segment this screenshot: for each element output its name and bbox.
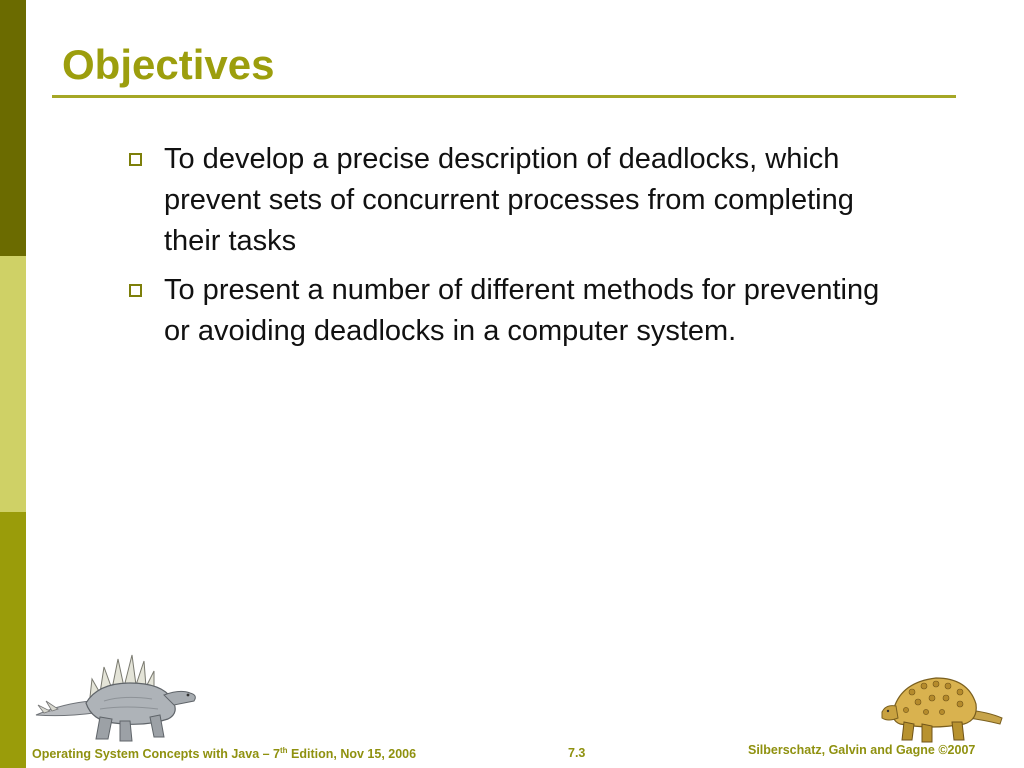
sidebar-band-dark [0,0,26,256]
title-underline [52,95,956,98]
bullet-text: To develop a precise description of deadlocks, which prevent sets of concurrent processes from completing their tasks [164,143,854,257]
square-bullet-icon [129,153,142,166]
sidebar-band-light [0,256,26,512]
ankylosaurus-icon [876,666,1006,746]
bullet-item [128,139,908,262]
footer-course-title-prefix: Operating System Concepts with Java – 7 [32,747,280,762]
bullet-list [128,139,908,360]
footer-course-title-suffix: Edition, Nov 15, 2006 [287,747,417,762]
slide-title: Objectives [62,41,275,88]
bullet-text: To present a number of different methods for preventing or avoiding deadlocks in a computer system. [164,274,880,347]
footer-copyright: Silberschatz, Galvin and Gagne ©2007 [748,743,976,757]
stegosaurus-icon [34,643,198,745]
footer-course-title [32,746,416,761]
footer-edition-superscript: th [280,746,288,755]
sidebar-band-olive [0,512,26,768]
square-bullet-icon [129,284,142,297]
footer-page-number: 7.3 [568,746,586,760]
bullet-item [128,270,908,352]
